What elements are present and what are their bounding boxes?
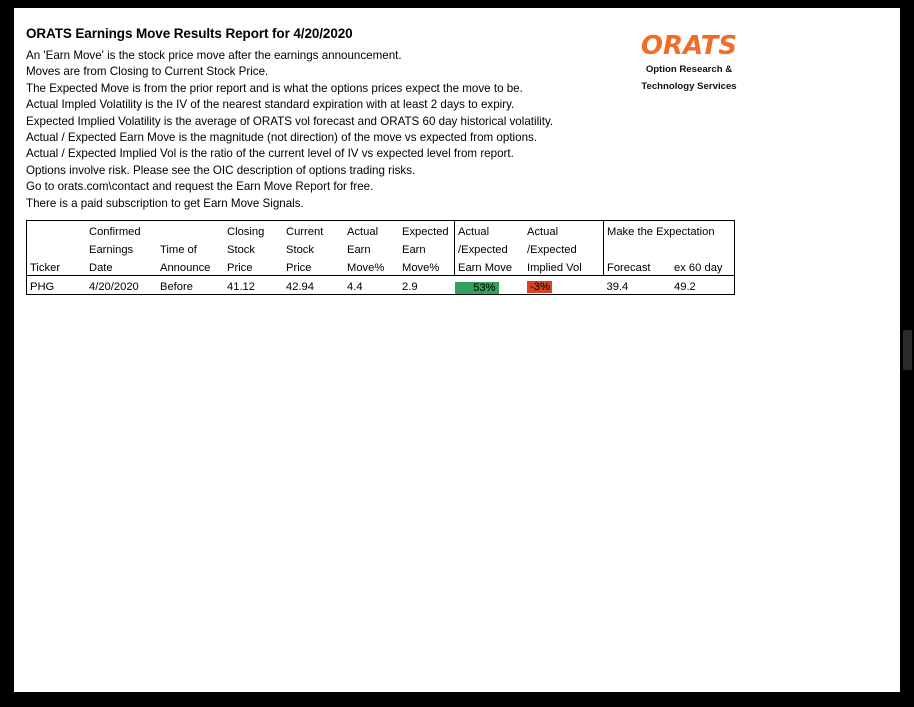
- page-title: ORATS Earnings Move Results Report for 4/20/2020: [26, 26, 353, 41]
- header-forecast-2: [604, 239, 672, 257]
- bar-positive: 53%: [455, 282, 499, 294]
- header-actual-move-3: Move%: [347, 262, 385, 274]
- header-expected-move-1: Expected: [402, 226, 449, 238]
- header-date-2: Earnings: [89, 244, 134, 256]
- header-ticker-2: [27, 239, 87, 257]
- description-block: [26, 48, 626, 212]
- description-line: The Expected Move is from the prior report and is what the options prices expect the move to be.: [26, 81, 523, 95]
- header-forecast-3: Forecast: [604, 257, 672, 276]
- header-actual-expected-move-3: Earn Move: [455, 257, 525, 276]
- header-time-3: Announce: [160, 262, 211, 274]
- scrollbar-thumb[interactable]: [903, 330, 912, 370]
- table-header-row-3: [27, 257, 735, 276]
- header-actual-expected-iv-2: /Expected: [527, 244, 577, 256]
- description-line: Moves are from Closing to Current Stock Price.: [26, 65, 269, 79]
- header-actual-move-1: Actual: [347, 226, 379, 238]
- cell-actual-expected-move: [455, 276, 525, 295]
- header-expected-move-3: Move%: [402, 262, 440, 274]
- header-actual-move-2: Earn: [347, 244, 371, 256]
- earnings-move-table: [26, 220, 735, 295]
- header-actual-expected-move-2: /Expected: [455, 239, 525, 257]
- header-ticker-3: Ticker: [30, 262, 61, 274]
- logo-wordmark: ORATS: [640, 31, 738, 61]
- table-header-row-1: [27, 221, 735, 240]
- cell-historical: 49.2: [674, 281, 696, 293]
- description-line: Options involve risk. Please see the OIC description of options trading risks.: [26, 163, 416, 177]
- header-date-3: Date: [89, 262, 113, 274]
- table-row[interactable]: [27, 276, 735, 295]
- window-top-bar: [0, 0, 914, 8]
- description-line: Go to orats.com\contact and request the Earn Move Report for free.: [26, 180, 374, 194]
- description-line: Actual / Expected Earn Move is the magnitude (not direction) of the move vs expected from options.: [26, 131, 538, 145]
- header-current-1: Current: [286, 226, 324, 238]
- header-ticker-1: [27, 221, 87, 240]
- description-line: Actual Impled Volatility is the IV of the nearest standard expiration with at least 2 days to expiry.: [26, 98, 515, 112]
- window-right-edge: [900, 0, 914, 707]
- window-left-edge: [0, 0, 14, 707]
- cell-current-price: 42.94: [286, 281, 314, 293]
- header-expected-move-2: Earn: [402, 244, 426, 256]
- header-historical-3: ex 60 day: [674, 262, 723, 274]
- header-closing-2: Stock: [227, 244, 255, 256]
- header-current-3: Price: [286, 262, 312, 274]
- header-time-2: Time of: [160, 244, 197, 256]
- header-actual-expected-iv-3: Implied Vol: [527, 262, 582, 274]
- header-date-1: Confirmed: [89, 226, 141, 238]
- cell-date: 4/20/2020: [89, 281, 139, 293]
- header-actual-expected-move-1: Actual: [455, 221, 525, 240]
- description-line: There is a paid subscription to get Earn Move Signals.: [26, 196, 304, 210]
- header-closing-3: Price: [227, 262, 253, 274]
- header-actual-expected-iv-1: Actual: [527, 226, 559, 238]
- cell-closing-price: 41.12: [227, 281, 255, 293]
- header-group-make-the-expectation: Make the Expectation: [604, 221, 735, 240]
- logo-tagline-line1: Option Research &: [645, 64, 733, 75]
- header-historical-2: [671, 239, 735, 257]
- description-line: Expected Implied Volatility is the average of ORATS vol forecast and ORATS 60 day historical volatility.: [26, 114, 554, 128]
- header-time-1: [157, 221, 224, 240]
- description-line: Actual / Expected Implied Vol is the ratio of the current level of IV vs expected level from report.: [26, 147, 514, 161]
- cell-ticker: PHG: [30, 281, 55, 293]
- table-header-row-2: [27, 239, 735, 257]
- cell-actual-move: 4.4: [347, 281, 363, 293]
- description-line: An 'Earn Move' is the stock price move after the earnings announcement.: [26, 49, 402, 62]
- cell-forecast: 39.4: [606, 281, 629, 293]
- cell-expected-move: 2.9: [402, 281, 418, 293]
- document-page: [14, 8, 900, 692]
- logo-tagline-line2: Technology Services: [641, 80, 737, 92]
- header-current-2: Stock: [286, 244, 314, 256]
- orats-logo: [599, 32, 779, 93]
- cell-time: Before: [160, 281, 193, 293]
- cell-actual-expected-iv: [524, 276, 604, 295]
- report-table: [26, 220, 735, 295]
- header-closing-1: Closing: [227, 226, 265, 238]
- bar-negative: -3%: [527, 281, 552, 293]
- window-bottom-bar: [0, 692, 914, 707]
